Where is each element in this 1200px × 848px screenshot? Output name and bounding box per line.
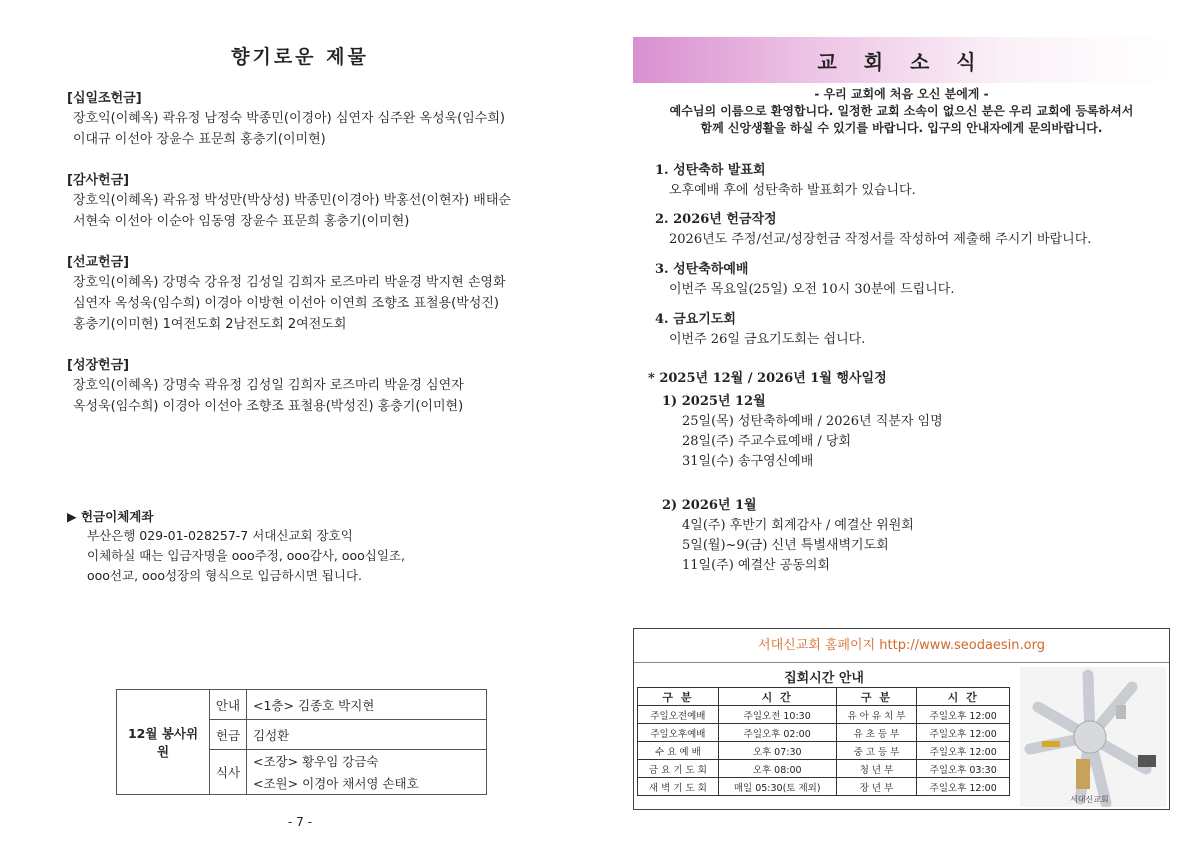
- table-cell: 주일오후 12:00: [917, 778, 1010, 796]
- bank-account-line: 부산은행 029-01-028257-7 서대신교회 장호익: [87, 528, 353, 543]
- offering-page-title: 향기로운 제물: [231, 46, 369, 68]
- schedule-event: 25일(목) 성탄축하예배 / 2026년 직분자 임명: [682, 414, 943, 429]
- column-header: 구 분: [638, 688, 719, 706]
- name-line: 장호익(이혜옥) 강명숙 강유정 김성일 김희자 로즈마리 박윤경 박지현 손영화: [73, 275, 506, 290]
- table-cell: 주일오후 02:00: [718, 724, 836, 742]
- notice-body: 2026년도 주정/선교/성장헌금 작정서를 작성하여 제출해 주시기 바랍니다.: [669, 232, 1092, 247]
- welcome-line: 함께 신앙생활을 하실 수 있기를 바랍니다. 입구의 안내자에게 문의바랍니다.: [700, 121, 1103, 135]
- bank-transfer-heading: ▶ 헌금이체계좌: [67, 509, 154, 524]
- name-line: 심연자 옥성욱(임수희) 이경아 이방현 이선아 이연희 조향조 표철용(박성진): [73, 296, 499, 311]
- homepage-link[interactable]: 서대신교회 홈페이지 http://www.seodaesin.org: [634, 629, 1169, 663]
- table-cell: 유 아 유 치 부: [836, 706, 917, 724]
- guide-label: 안내: [210, 690, 247, 720]
- notice-item: [655, 310, 1155, 350]
- name-line: 옥성욱(임수희) 이경아 이선아 조향조 표철용(박성진) 홍충기(이미현): [73, 399, 464, 414]
- bank-transfer-info: [67, 508, 547, 586]
- schedule-month: [648, 392, 1168, 472]
- offering-section-thanks: [67, 172, 567, 232]
- notice-heading: 2. 2026년 헌금작정: [655, 212, 777, 227]
- volunteer-row-header: 12월 봉사위원: [117, 690, 210, 795]
- meal-label: 식사: [210, 750, 247, 795]
- notice-item: [655, 260, 1155, 300]
- offering-section-mission: [67, 254, 567, 335]
- column-header: 시 간: [718, 688, 836, 706]
- name-line: 서현숙 이선아 이순아 임동영 장윤수 표문희 홍충기(이미현): [73, 214, 410, 229]
- church-location-map: [1020, 667, 1166, 807]
- notice-heading: 4. 금요기도회: [655, 312, 736, 327]
- notice-item: [655, 161, 1155, 201]
- name-line: 장호익(이혜옥) 곽유정 박성만(박상성) 박종민(이경아) 박홍선(이현자) 배태순: [73, 193, 511, 208]
- section-heading: [십일조헌금]: [67, 91, 142, 106]
- table-cell: 주일오후 12:00: [917, 742, 1010, 760]
- offering-value: 김성환: [247, 720, 487, 750]
- transfer-instruction-line: 이체하실 때는 입금자명을 ooo주정, ooo감사, ooo십일조,: [87, 548, 405, 563]
- table-cell: 주일오전예배: [638, 706, 719, 724]
- schedule-event: 5일(월)~9(금) 신년 특별새벽기도회: [682, 538, 889, 553]
- meal-leader-value: <조장> 황우임 강금숙: [247, 750, 487, 773]
- table-cell: 청 년 부: [836, 760, 917, 778]
- volunteer-table: [116, 689, 487, 795]
- table-row: [638, 706, 1010, 724]
- section-heading: [선교헌금]: [67, 255, 130, 270]
- table-row: [638, 724, 1010, 742]
- map-church-label: 서대신교회: [1070, 795, 1109, 804]
- table-row: [638, 760, 1010, 778]
- guide-value: <1층> 김종호 박지현: [247, 690, 487, 720]
- notice-body: 오후예배 후에 성탄축하 발표회가 있습니다.: [669, 183, 916, 198]
- notice-body: 이번주 목요일(25일) 오전 10시 30분에 드립니다.: [669, 282, 955, 297]
- welcome-message: [633, 86, 1170, 137]
- schedule-event: 28일(주) 주교수료예배 / 당회: [682, 434, 852, 449]
- map-roundabout: [1074, 721, 1106, 753]
- church-info-box: [633, 628, 1170, 810]
- offering-section-tithe: [67, 90, 567, 150]
- table-row: [638, 742, 1010, 760]
- church-building-icon: [1076, 759, 1090, 789]
- map-building-icon: [1116, 705, 1126, 719]
- table-cell: 주일오후 12:00: [917, 724, 1010, 742]
- table-cell: 새 벽 기 도 회: [638, 778, 719, 796]
- notice-item: [655, 210, 1155, 250]
- table-cell: 주일오전 10:30: [718, 706, 836, 724]
- table-cell: 유 초 등 부: [836, 724, 917, 742]
- month-label: 1) 2025년 12월: [662, 394, 766, 409]
- meeting-times-title: 집회시간 안내: [784, 671, 864, 686]
- table-cell: 매일 05:30(토 제외): [718, 778, 836, 796]
- section-heading: [성장헌금]: [67, 358, 130, 373]
- table-cell: 오후 08:00: [718, 760, 836, 778]
- page-number: - 7 -: [288, 815, 312, 829]
- section-heading: [감사헌금]: [67, 173, 130, 188]
- news-page-title: 교 회 소 식: [817, 50, 986, 74]
- schedule-heading: * 2025년 12월 / 2026년 1월 행사일정: [648, 371, 887, 386]
- schedule-event: 11일(주) 예결산 공동의회: [682, 558, 830, 573]
- table-cell: 금 요 기 도 회: [638, 760, 719, 778]
- table-cell: 주일오후 03:30: [917, 760, 1010, 778]
- schedule-month: [648, 496, 1168, 576]
- notice-heading: 1. 성탄축하 발표회: [655, 163, 766, 178]
- table-row: [638, 778, 1010, 796]
- table-cell: 주일오후 12:00: [917, 706, 1010, 724]
- table-cell: 장 년 부: [836, 778, 917, 796]
- name-line: 이대규 이선아 장윤수 표문희 홍충기(이미현): [73, 132, 326, 147]
- offering-label: 헌금: [210, 720, 247, 750]
- month-label: 2) 2026년 1월: [662, 498, 757, 513]
- notice-body: 이번주 26일 금요기도회는 쉽니다.: [669, 332, 866, 347]
- column-header: 시 간: [917, 688, 1010, 706]
- name-line: 장호익(이혜옥) 곽유정 남정숙 박종민(이경아) 심연자 심주완 옥성욱(임수희): [73, 111, 505, 126]
- table-cell: 중 고 등 부: [836, 742, 917, 760]
- name-line: 홍충기(이미현) 1여전도회 2남전도회 2여전도회: [73, 317, 347, 332]
- map-marker-icon: [1042, 741, 1060, 747]
- table-cell: 주일오후예배: [638, 724, 719, 742]
- event-schedule: [648, 369, 1168, 576]
- name-line: 장호익(이혜옥) 강명숙 곽유정 김성일 김희자 로즈마리 박윤경 심연자: [73, 378, 464, 393]
- welcome-line: 예수님의 이름으로 환영합니다. 일정한 교회 소속이 없으신 분은 우리 교회에 등록하셔서: [669, 104, 1134, 118]
- schedule-event: 4일(주) 후반기 회계감사 / 예결산 위원회: [682, 518, 914, 533]
- meal-member-value: <조원> 이경아 채서영 손태호: [247, 772, 487, 795]
- notice-heading: 3. 성탄축하예배: [655, 262, 749, 277]
- meeting-times-table: [637, 687, 1010, 796]
- column-header: 구 분: [836, 688, 917, 706]
- offering-section-growth: [67, 357, 567, 417]
- welcome-heading: - 우리 교회에 처음 오신 분에게 -: [814, 87, 989, 101]
- table-cell: 오후 07:30: [718, 742, 836, 760]
- map-building-icon: [1138, 755, 1156, 767]
- transfer-instruction-line: ooo선교, ooo성장의 형식으로 입금하시면 됩니다.: [87, 568, 363, 583]
- schedule-event: 31일(수) 송구영신예배: [682, 454, 814, 469]
- table-cell: 수 요 예 배: [638, 742, 719, 760]
